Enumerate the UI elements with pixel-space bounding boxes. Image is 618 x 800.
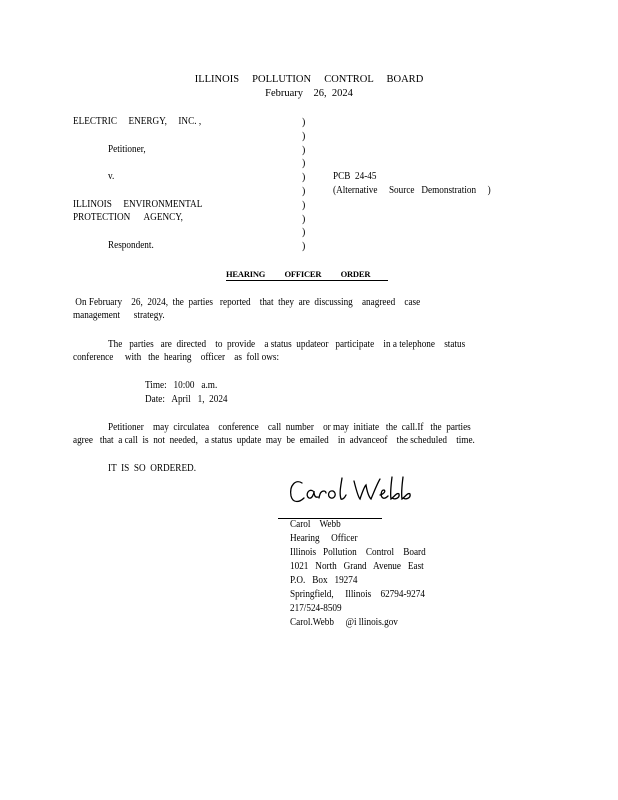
paren: ): [302, 158, 306, 170]
signer-name: Carol Webb: [290, 519, 341, 530]
paren: ): [302, 172, 306, 184]
signer-phone: 217/524-8509: [290, 603, 342, 614]
conference-time: Time: 10:00 a.m.: [145, 380, 218, 391]
paragraph-2-line-1: The parties are directed to provide a status updateor participate in a telephone status: [108, 339, 466, 350]
paragraph-3-line-2: agree that a call is not needed, a status update may be emailed in advanceof the scheduled time.: [73, 435, 475, 446]
paren: ): [302, 213, 306, 225]
signer-street: 1021 North Grand Avenue East: [290, 561, 424, 572]
signer-city: Springfield, Illinois 62794-9274: [290, 589, 425, 600]
paren: ): [302, 227, 306, 239]
caption-parentheses: [302, 116, 312, 254]
conference-date: Date: April 1, 2024: [145, 394, 228, 405]
paragraph-2-line-2: conference with the hearing officer as foll ows:: [73, 352, 279, 363]
respondent-name-line1: ILLINOIS ENVIRONMENTAL: [73, 199, 203, 210]
petitioner-name: ELECTRIC ENERGY, INC. ,: [73, 116, 202, 127]
order-date: February 26, 2024: [265, 88, 353, 99]
petitioner-role: Petitioner,: [108, 144, 146, 155]
paren: ): [302, 144, 306, 156]
paren: ): [302, 117, 306, 128]
respondent-role: Respondent.: [108, 240, 154, 251]
paragraph-1-line-2: management strategy.: [73, 310, 165, 321]
case-type: (Alternative Source Demonstration ): [333, 185, 491, 196]
signer-organization: Illinois Pollution Control Board: [290, 547, 426, 558]
signer-pobox: P.O. Box 19274: [290, 575, 358, 586]
agency-header: ILLINOIS POLLUTION CONTROL BOARD: [194, 74, 424, 85]
paragraph-3-line-1: Petitioner may circulatea conference call number or may initiate the call.If the parties: [108, 422, 471, 433]
closing-statement: IT IS SO ORDERED.: [108, 463, 197, 474]
paren: ): [302, 241, 306, 253]
order-title: HEARING OFFICER ORDER: [226, 269, 388, 281]
signer-title: Hearing Officer: [290, 533, 358, 544]
paren: ): [302, 199, 306, 211]
paren: ): [302, 185, 306, 197]
handwritten-signature: [288, 475, 418, 507]
signer-email: Carol.Webb @i llinois.gov: [290, 617, 398, 628]
versus-label: v.: [108, 171, 115, 182]
paragraph-1-line-1: On February 26, 2024, the parties reported that they are discussing anagreed case: [73, 297, 421, 308]
paren: ): [302, 130, 306, 142]
respondent-name-line2: PROTECTION AGENCY,: [73, 212, 183, 223]
case-number: PCB 24-45: [333, 171, 377, 182]
